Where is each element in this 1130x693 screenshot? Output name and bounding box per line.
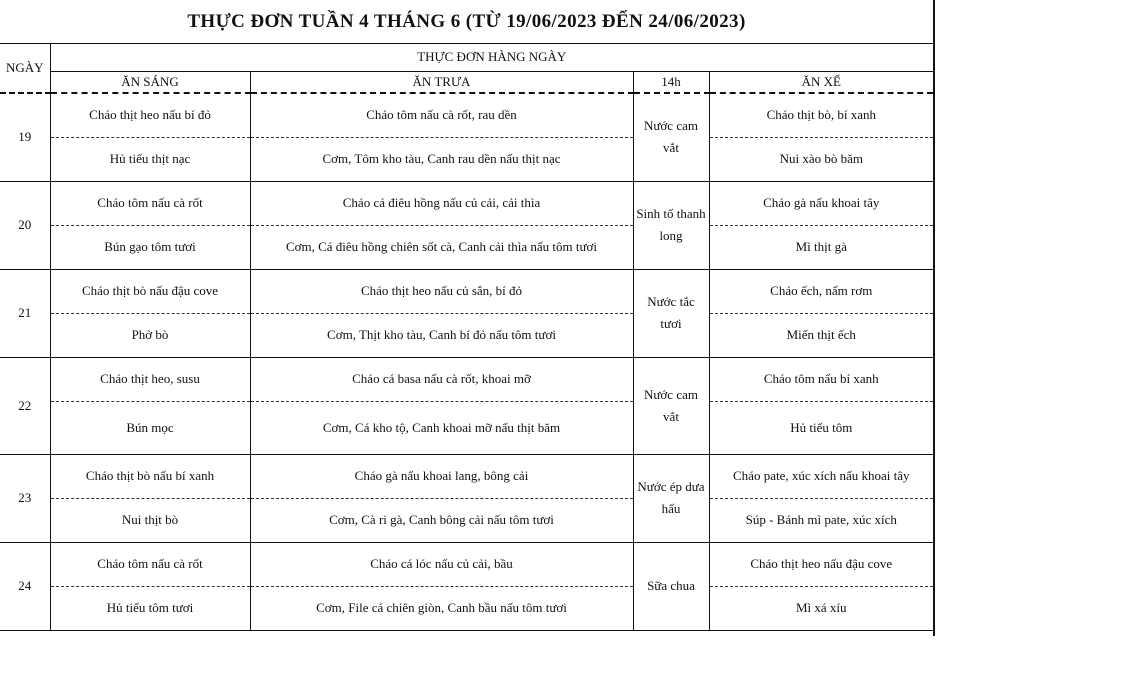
afternoon-cell: Súp - Bánh mì pate, xúc xích (709, 498, 933, 542)
breakfast-cell: Bún gạo tôm tươi (50, 225, 250, 269)
header-14h: 14h (633, 71, 709, 93)
day-cell: 24 (0, 542, 50, 630)
day-cell: 23 (0, 454, 50, 542)
table-row (0, 542, 933, 586)
afternoon-cell: Mì xá xíu (709, 586, 933, 630)
breakfast-cell: Hủ tiếu thịt nạc (50, 137, 250, 181)
afternoon-cell: Cháo gà nấu khoai tây (709, 181, 933, 225)
afternoon-cell: Hủ tiếu tôm (709, 401, 933, 454)
afternoon-cell: Cháo tôm nấu bí xanh (709, 357, 933, 401)
table-row (0, 181, 933, 225)
breakfast-cell: Nui thịt bò (50, 498, 250, 542)
header-afternoon: ĂN XẾ (709, 71, 933, 93)
breakfast-cell: Cháo thịt bò nấu đậu cove (50, 269, 250, 313)
table-row (0, 454, 933, 498)
breakfast-cell: Cháo thịt bò nấu bí xanh (50, 454, 250, 498)
lunch-cell: Cháo gà nấu khoai lang, bông cải (250, 454, 633, 498)
table-row (0, 93, 933, 137)
afternoon-cell: Nui xào bò băm (709, 137, 933, 181)
breakfast-cell: Cháo thịt heo nấu bí đỏ (50, 93, 250, 137)
drink-cell: Nước cam vắt (633, 357, 709, 454)
lunch-cell: Cơm, Cá điêu hồng chiên sốt cà, Canh cải thìa nấu tôm tươi (250, 225, 633, 269)
table-row (0, 313, 933, 357)
table-row (0, 498, 933, 542)
lunch-cell: Cháo tôm nấu cà rốt, rau dền (250, 93, 633, 137)
afternoon-cell: Cháo thịt heo nấu đậu cove (709, 542, 933, 586)
breakfast-cell: Cháo tôm nấu cà rốt (50, 542, 250, 586)
lunch-cell: Cháo cá lóc nấu củ cải, bầu (250, 542, 633, 586)
lunch-cell: Cơm, Cà ri gà, Canh bông cải nấu tôm tươi (250, 498, 633, 542)
afternoon-cell: Mì thịt gà (709, 225, 933, 269)
breakfast-cell: Cháo tôm nấu cà rốt (50, 181, 250, 225)
day-cell: 22 (0, 357, 50, 454)
header-breakfast: ĂN SÁNG (50, 71, 250, 93)
table-row (0, 225, 933, 269)
drink-cell: Nước cam vắt (633, 93, 709, 181)
breakfast-cell: Hủ tiếu tôm tươi (50, 586, 250, 630)
header-daily-menu: THỰC ĐƠN HÀNG NGÀY (50, 43, 933, 71)
drink-cell: Nước ép dưa hấu (633, 454, 709, 542)
drink-cell: Nước tắc tươi (633, 269, 709, 357)
page-title: THỰC ĐƠN TUẦN 4 THÁNG 6 (TỪ 19/06/2023 ĐẾN 24/06/2023) (0, 0, 933, 44)
afternoon-cell: Cháo ếch, nấm rơm (709, 269, 933, 313)
menu-body (0, 93, 933, 630)
drink-cell: Sữa chua (633, 542, 709, 630)
header-lunch: ĂN TRƯA (250, 71, 633, 93)
table-row (0, 137, 933, 181)
lunch-cell: Cơm, Cá kho tộ, Canh khoai mỡ nấu thịt băm (250, 401, 633, 454)
drink-cell: Sinh tố thanh long (633, 181, 709, 269)
day-cell: 19 (0, 93, 50, 181)
afternoon-cell: Cháo thịt bò, bí xanh (709, 93, 933, 137)
lunch-cell: Cơm, Tôm kho tàu, Canh rau dền nấu thịt nạc (250, 137, 633, 181)
weekly-menu-table (0, 43, 933, 631)
day-cell: 21 (0, 269, 50, 357)
afternoon-cell: Miến thịt ếch (709, 313, 933, 357)
table-row (0, 586, 933, 630)
lunch-cell: Cháo cá điêu hồng nấu củ cải, cải thìa (250, 181, 633, 225)
breakfast-cell: Phở bò (50, 313, 250, 357)
breakfast-cell: Cháo thịt heo, susu (50, 357, 250, 401)
day-cell: 20 (0, 181, 50, 269)
table-row (0, 401, 933, 454)
table-row (0, 357, 933, 401)
table-row (0, 269, 933, 313)
header-day: NGÀY (0, 43, 50, 93)
lunch-cell: Cơm, Thịt kho tàu, Canh bí đỏ nấu tôm tươi (250, 313, 633, 357)
lunch-cell: Cháo cá basa nấu cà rốt, khoai mỡ (250, 357, 633, 401)
breakfast-cell: Bún mọc (50, 401, 250, 454)
lunch-cell: Cháo thịt heo nấu củ sắn, bí đỏ (250, 269, 633, 313)
afternoon-cell: Cháo pate, xúc xích nấu khoai tây (709, 454, 933, 498)
lunch-cell: Cơm, File cá chiên giòn, Canh bầu nấu tôm tươi (250, 586, 633, 630)
